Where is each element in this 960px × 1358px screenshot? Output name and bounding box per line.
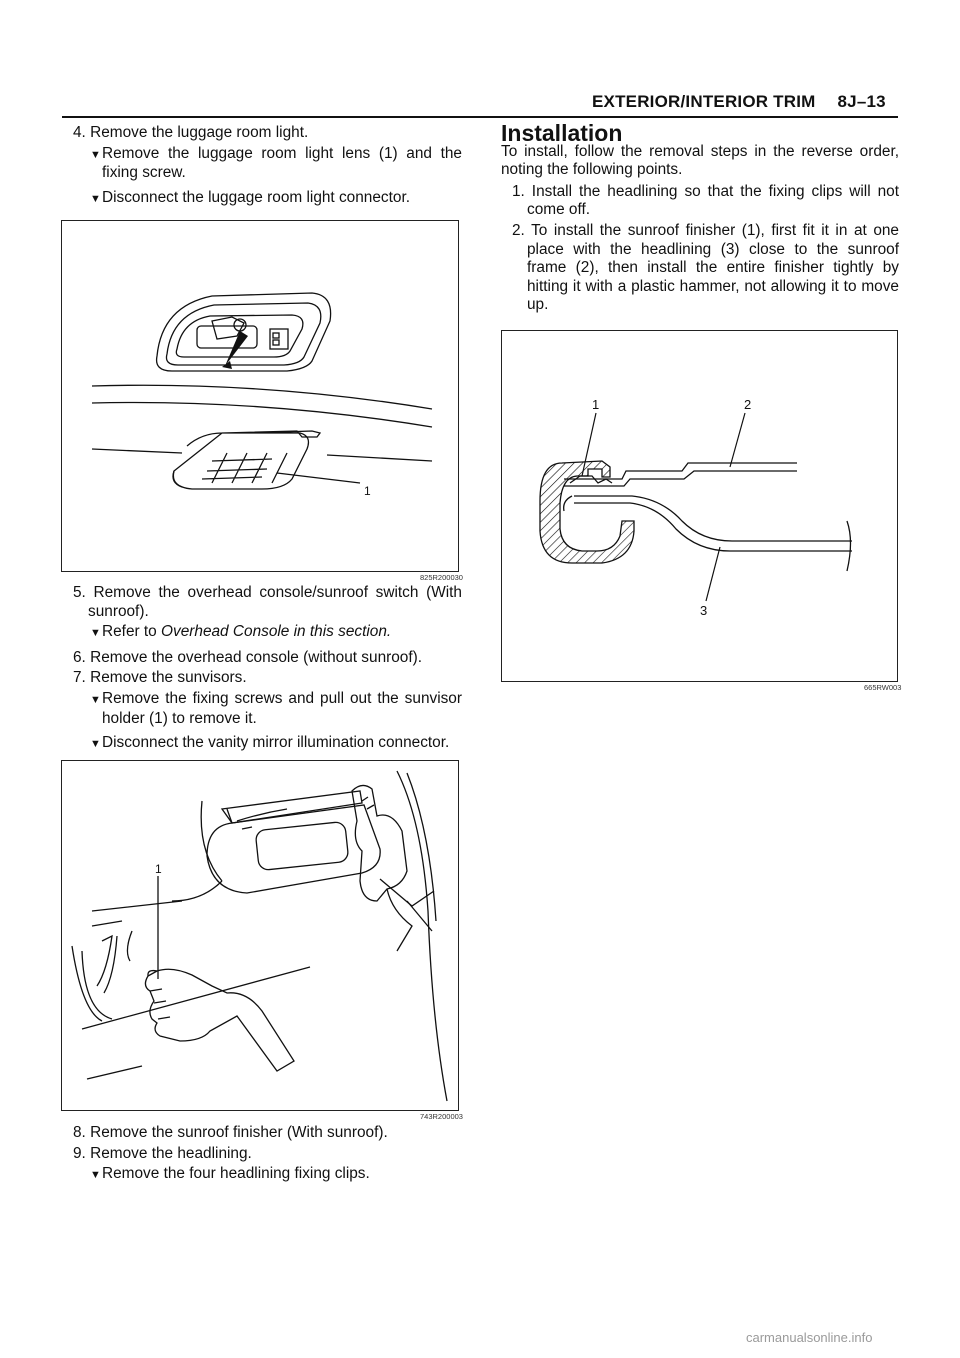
fig3-callout-3: 3 xyxy=(700,603,708,618)
step-7-b: ▼ Disconnect the vanity mirror illumination connector. xyxy=(62,734,462,754)
figure-2-id: 743R200003 xyxy=(420,1112,463,1121)
left-column-top xyxy=(62,124,462,214)
left-column-middle xyxy=(62,584,462,760)
header-rule xyxy=(62,116,898,118)
step-4-a: ▼ Remove the luggage room light lens (1) and the fixing screw. xyxy=(62,145,462,183)
figure-1-id: 825R200030 xyxy=(420,573,463,582)
figure-sunroof-finisher xyxy=(501,330,898,682)
section-title: EXTERIOR/INTERIOR TRIM xyxy=(592,92,816,111)
watermark: carmanualsonline.info xyxy=(746,1330,873,1345)
figure-sunvisor xyxy=(61,760,459,1111)
sunroof-finisher-section xyxy=(502,331,897,681)
step-8: 8. Remove the sunroof finisher (With sunroof). xyxy=(73,1124,388,1141)
right-column xyxy=(501,120,899,317)
step-9: 9. Remove the headlining. xyxy=(73,1144,252,1162)
step-9-a: ▼ Remove the four headlining fixing clips. xyxy=(62,1165,462,1185)
sunvisor-illustration xyxy=(62,761,458,1110)
luggage-light-illustration xyxy=(62,221,458,571)
step-5-a: ▼ Refer to Overhead Console in this section. xyxy=(62,623,462,643)
page-number: 8J–13 xyxy=(837,92,886,111)
install-point-2: 2. To install the sunroof finisher (1), first fit it in at one place with the headlining (3) close to the sunroof frame (2), then install the entire finisher tightly by hitting it with a plastic hammer, not allowing it to move up. xyxy=(512,221,899,314)
step-5: 5. Remove the overhead console/sunroof switch (With sunroof). xyxy=(73,584,462,620)
left-column-bottom xyxy=(62,1124,462,1191)
fig2-callout-1: 1 xyxy=(155,862,162,876)
page-header xyxy=(592,92,886,112)
installation-heading: Installation xyxy=(501,120,623,146)
step-4-b: ▼ Disconnect the luggage room light connector. xyxy=(62,189,462,209)
fig3-callout-2: 2 xyxy=(744,397,752,412)
step-7-a: ▼ Remove the fixing screws and pull out the sunvisor holder (1) to remove it. xyxy=(62,690,462,728)
figure-3-id: 665RW003 xyxy=(864,683,902,692)
fig3-callout-1: 1 xyxy=(592,397,600,412)
fig1-callout-1: 1 xyxy=(364,484,371,498)
step-4: 4. Remove the luggage room light. xyxy=(73,124,309,141)
step-6: 6. Remove the overhead console (without sunroof). xyxy=(73,648,423,666)
installation-intro: To install, follow the removal steps in the reverse order, noting the following points. xyxy=(501,142,899,179)
install-point-1: 1. Install the headlining so that the fixing clips will not come off. xyxy=(512,182,899,219)
figure-luggage-light xyxy=(61,220,459,572)
step-7: 7. Remove the sunvisors. xyxy=(73,669,247,687)
